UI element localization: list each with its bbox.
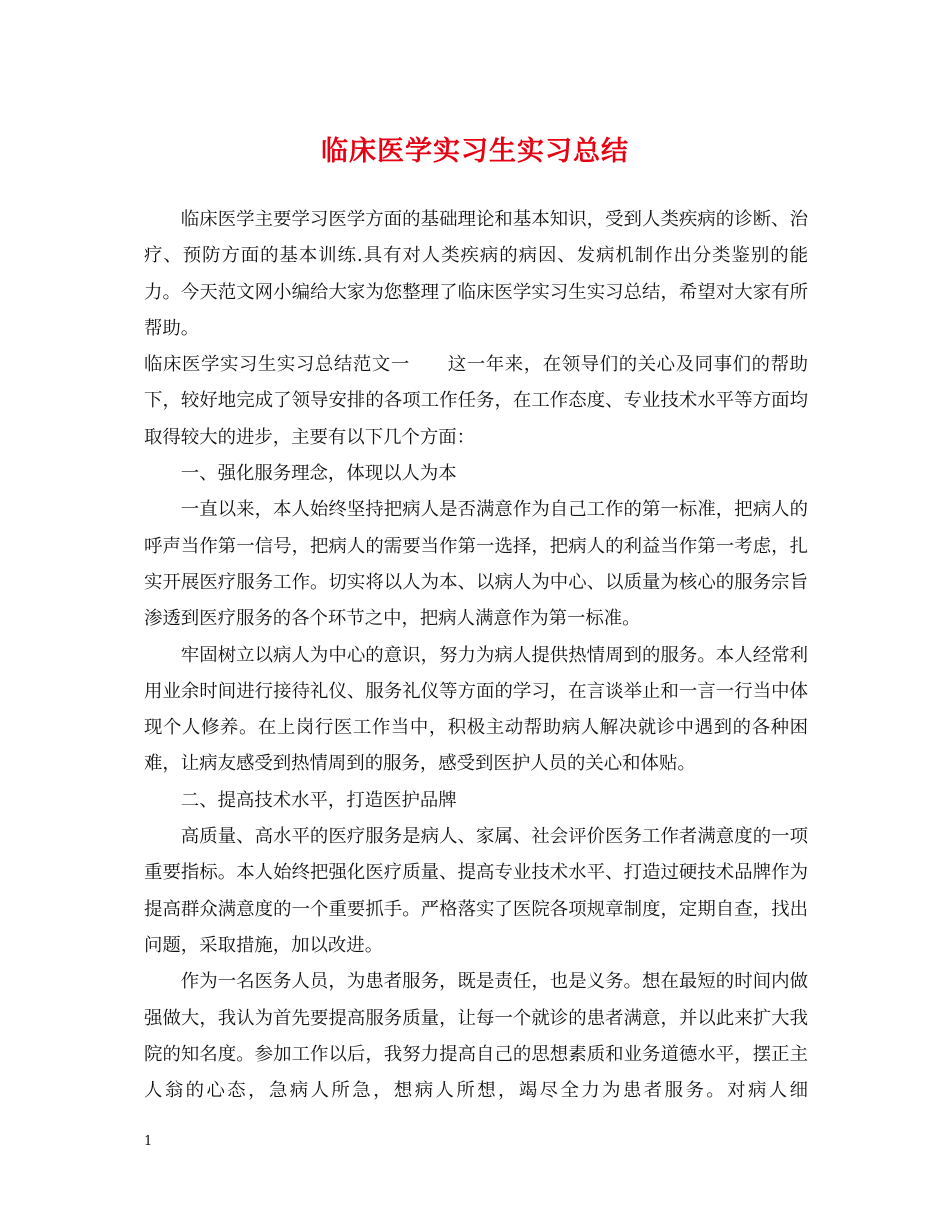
document-body: [144, 202, 808, 1109]
section-heading-two: 二、提高技术水平，打造医护品牌: [180, 789, 457, 811]
paragraph-body: 作为一名医务人员，为患者服务，既是责任，也是义务。想在最短的时间内做强做大，我认为首先要提高服务质量，让每一个就诊的患者满意，并以此来扩大我院的知名度。参加工作以后，我努力提高自己的思想素质和业务道德水平，摆正主人翁的心态，急病人所急，想病人所想，竭尽全力为患者服务。对病人细: [144, 971, 808, 1102]
document-title: 临床医学实习生实习总结: [321, 136, 629, 167]
section-heading-one: 一、强化服务理念，体现以人为本: [180, 463, 457, 485]
paragraph-sample-one: 临床医学实习生实习总结范文一 这一年来，在领导们的关心及同事们的帮助下，较好地完成了领导安排的各项工作任务，在工作态度、专业技术水平等方面均取得较大的进步，主要有以下几个方面：: [144, 354, 808, 448]
page-number: 1: [144, 1134, 153, 1149]
paragraph-body: 一直以来，本人始终坚持把病人是否满意作为自己工作的第一标准，把病人的呼声当作第一信号，把病人的需要当作第一选择，把病人的利益当作第一考虑，扎实开展医疗服务工作。切实将以人为本、以病人为中心、以质量为核心的服务宗旨渗透到医疗服务的各个环节之中，把病人满意作为第一标准。: [144, 499, 808, 630]
paragraph-intro: 临床医学主要学习医学方面的基础理论和基本知识，受到人类疾病的诊断、治疗、预防方面的基本训练.具有对人类疾病的病因、发病机制作出分类鉴别的能力。今天范文网小编给大家为您整理了临床医学实习生实习总结，希望对大家有所帮助。: [144, 209, 808, 339]
paragraph-body: 牢固树立以病人为中心的意识，努力为病人提供热情周到的服务。本人经常利用业余时间进行接待礼仪、服务礼仪等方面的学习，在言谈举止和一言一行当中体现个人修养。在上岗行医工作当中，积极主动帮助病人解决就诊中遇到的各种困难，让病友感受到热情周到的服务，感受到医护人员的关心和体贴。: [144, 644, 808, 775]
paragraph-body: 高质量、高水平的医疗服务是病人、家属、社会评价医务工作者满意度的一项重要指标。本人始终把强化医疗质量、提高专业技术水平、打造过硬技术品牌作为提高群众满意度的一个重要抓手。严格落实了医院各项规章制度，定期自查，找出问题，采取措施，加以改进。: [144, 826, 808, 956]
